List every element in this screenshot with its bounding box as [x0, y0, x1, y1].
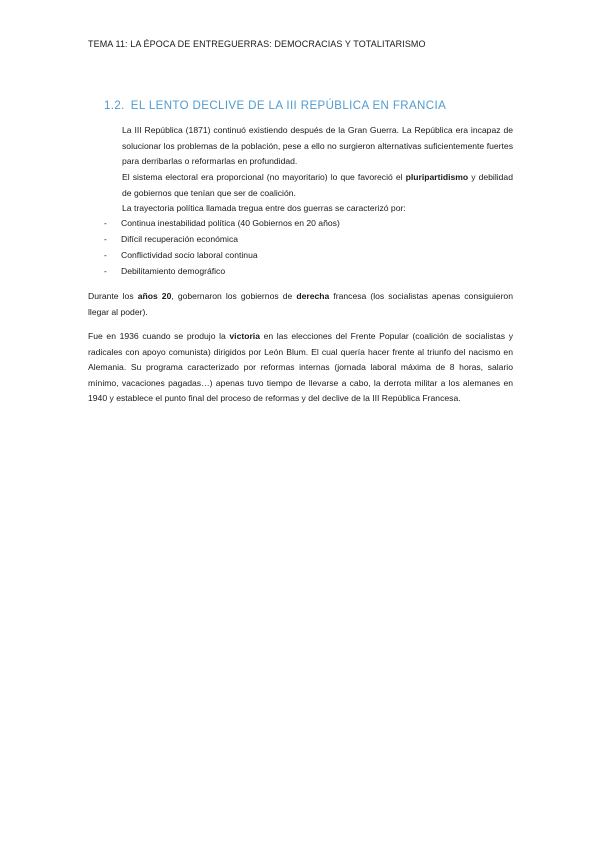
bullet-dash: - — [104, 266, 107, 276]
list-item — [104, 231, 340, 247]
list-item-text: Debilitamiento demográfico — [121, 266, 226, 276]
durante-bold-anos: años 20 — [137, 291, 172, 301]
intro-paragraph-3: La trayectoria política llamada tregua entre dos guerras se caracterizó por: — [122, 203, 406, 213]
intro-p2-text: El sistema electoral era proporcional (no mayoritario) lo que favoreció el — [122, 172, 406, 182]
section-number: 1.2. — [104, 100, 125, 112]
list-item-text: Difícil recuperación económica — [121, 234, 239, 244]
intro-p2-text-end: y debilidad de gobiernos que tenían que ser de coalición. — [122, 172, 513, 198]
durante-text-1: Durante los — [88, 291, 138, 301]
intro-p2-bold: pluripartidismo — [405, 172, 469, 182]
fue-bold-victoria: victoria — [229, 331, 260, 341]
intro-paragraph-2 — [122, 170, 513, 201]
list-item-text: Continua inestabilidad política (40 Gobiernos en 20 años) — [121, 218, 340, 228]
durante-bold-derecha: derecha — [296, 291, 330, 301]
characteristics-list — [104, 215, 340, 279]
list-item — [104, 215, 340, 231]
durante-text-2: , gobernaron los gobiernos de — [171, 291, 297, 301]
list-item — [104, 247, 340, 263]
fue-text-2: en las elecciones del Frente Popular (coalición de socialistas y radicales con apoyo comunista) dirigidos por León Blum. El cual quería hacer frente al triunfo del nacismo en Alemania. Su programa caracterizado por reformas internas (jornada laboral máxima de 8 horas, salario mínimo, vacaciones pagadas…) apenas tuvo tiempo de llevarse a cabo, la derrota militar a los alemanes en 1940 y establece el punto final del proceso de reformas y del declive de la III República Francesa. — [88, 331, 513, 403]
page-header: TEMA 11: LA ÉPOCA DE ENTREGUERRAS: DEMOCRACIAS Y TOTALITARISMO — [88, 39, 426, 49]
bullet-dash: - — [104, 218, 107, 228]
section-title: EL LENTO DECLIVE DE LA III REPÚBLICA EN FRANCIA — [130, 100, 447, 112]
bullet-dash: - — [104, 234, 107, 244]
list-item-text: Conflictividad socio laboral continua — [121, 250, 258, 260]
section-heading — [104, 100, 446, 112]
fue-text-1: Fue en 1936 cuando se produjo la — [88, 331, 230, 341]
paragraph-fue — [88, 329, 513, 407]
intro-paragraph-1: La III República (1871) continuó existiendo después de la Gran Guerra. La República era incapaz de solucionar los problemas de la población, pese a ello no surgieron alternativas suficientemente fuertes para derribarlas o reformarlas en profundidad. — [122, 125, 513, 166]
paragraph-durante — [88, 289, 513, 320]
list-item — [104, 263, 340, 279]
durante-text-3: francesa (los socialistas apenas consiguieron llegar al poder). — [88, 291, 513, 317]
bullet-dash: - — [104, 250, 107, 260]
